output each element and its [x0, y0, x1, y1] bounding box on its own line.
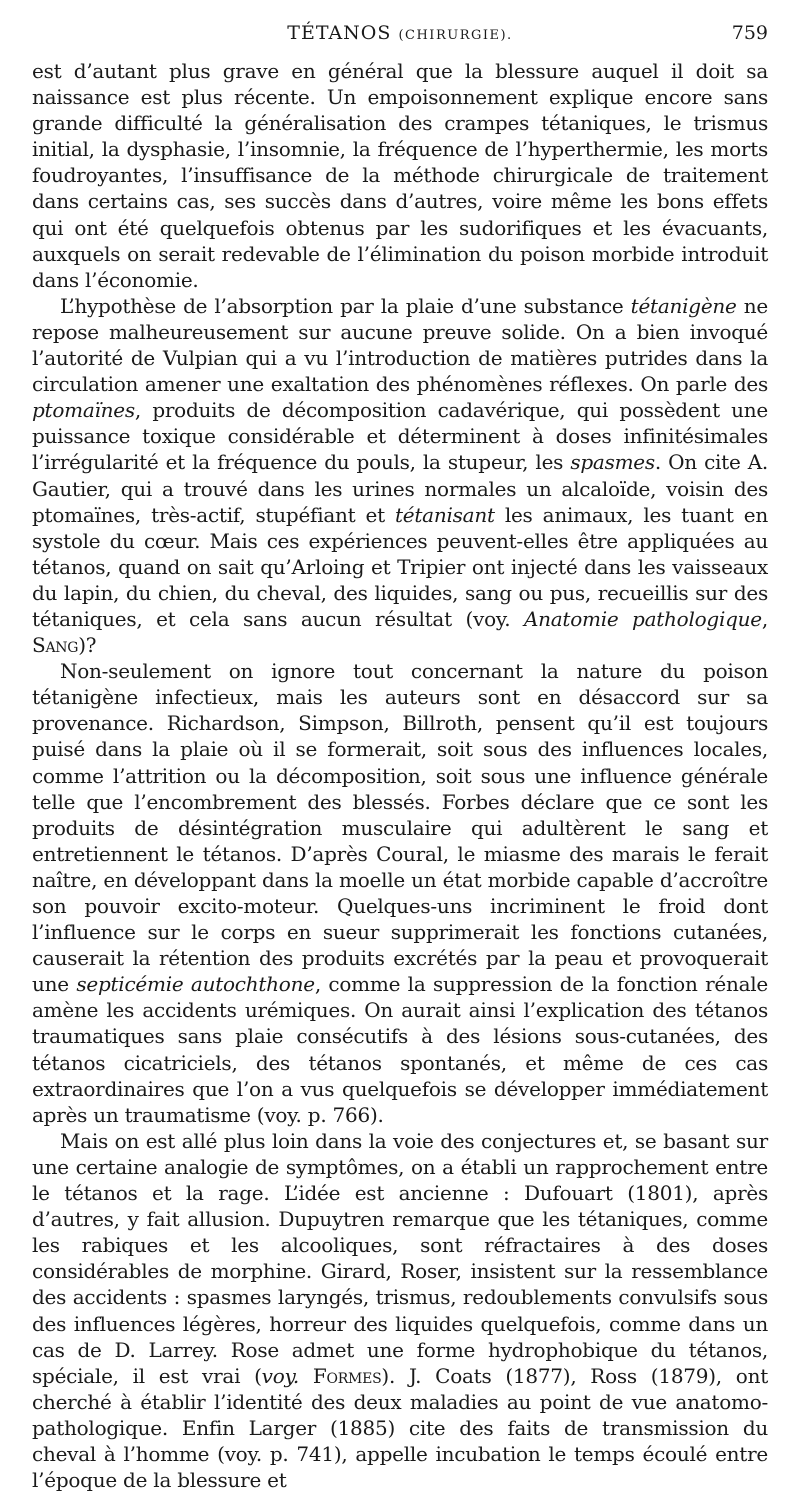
paragraph-4	[32, 1128, 768, 1493]
small-caps-reference: Formes	[312, 1363, 382, 1388]
italic-term: tétanigène	[630, 293, 737, 318]
page	[32, 22, 768, 1493]
small-caps-reference: Sang	[32, 633, 79, 658]
text-run: Mais on est allé plus loin dans la voie des conjectures et, se basant sur une certaine analogie de symptômes, on a établi un rapprochement entre le tétanos et la rage. L’idée est ancienne : Dufouart (1801), après d’autres, y fait allusion. Dupuytren remarque que les tétaniques, comme les rabiques et les alcooliques, sont réfractaires à des doses considérables de morphine. Girard, Roser, insistent sur la ressemblance des accidents : spasmes laryngés, trismus, redoublements convulsifs sous des influences légères, horreur des liquides quelquefois, comme dans un cas de D. Larrey. Rose admet une forme hydrophobique du tétanos, spéciale, il est vrai (	[32, 1128, 768, 1388]
text-run: Non-seulement on ignore tout concernant la nature du poison tétanigène infectieux, mais les auteurs sont en désaccord sur sa provenance. Richardson, Simpson, Billroth, pensent qu’il est toujours puisé dans la plaie où il se formerait, soit sous des influences locales, comme l’attrition ou la décomposition, soit sous une influence générale telle que l’encombrement des blessés. Forbes déclare que ce sont les produits de désintégration musculaire qui adultèrent le sang et entretiennent le tétanos. D’après Coural, le miasme des marais le ferait naître, en développant dans la moelle un état morbide capable d’accroître son pouvoir excito-moteur. Quelques-uns incriminent le froid dont l’influence sur le corps en sueur supprimerait les fonctions cutanées, causerait la rétention des produits excrétés par la peau et provoquerait une	[32, 659, 768, 997]
running-title-sub: (CHIRURGIE).	[398, 28, 513, 43]
italic-term: tétanisant	[395, 502, 495, 527]
text-run: , produits de décomposition cadavérique, qui possèdent une puissance toxique considérable et déterminent à doses infinitésimales l’irrégularité et la fréquence du pouls, la stupeur, les	[32, 398, 768, 475]
italic-term: septicémie autochthone	[76, 972, 315, 997]
paragraph-1	[32, 58, 768, 293]
running-title	[32, 22, 768, 44]
body-text	[32, 58, 768, 1493]
running-header	[32, 22, 768, 52]
italic-reference: voy.	[261, 1363, 299, 1388]
page-number: 759	[731, 22, 768, 44]
text-run: ne repose malheureusement sur aucune preuve solide. On a bien invoqué l’autorité de Vulpian qui a vu l’introduction de matières putrides dans la circulation amener une exaltation des phénomènes réflexes. On parle des	[32, 293, 768, 397]
text-run: est d’autant plus grave en général que la blessure auquel il doit sa naissance est plus récente. Un empoisonnement explique encore sans grande difficulté la généralisation des crampes tétaniques, le trismus initial, la dysphasie, l’insomnie, la fréquence de l’hyperthermie, les morts foudroyantes, l’insuffisance de la méthode chirurgicale de traitement dans certains cas, ses succès dans d’autres, voire même les bons effets qui ont été quelquefois obtenus par les sudorifiques et les évacuants, auxquels on serait redevable de l’élimination du poison morbide introduit dans l’économie.	[32, 59, 768, 292]
text-run	[299, 1364, 313, 1388]
italic-term: ptomaïnes	[32, 398, 135, 423]
text-run: )?	[78, 633, 97, 658]
paragraph-2	[32, 293, 768, 658]
text-run: ). J. Coats (1877), Ross (1879), ont cherché à établir l’identité des deux maladies au point de vue anatomo-pathologique. Enfin Larger (1885) cite des faits de transmission du cheval à l’homme (voy. p. 741), appelle incubation le temps écoulé entre l’époque de la blessure et	[32, 1363, 768, 1493]
text-run: . On cite A. Gautier, qui a trouvé dans les urines normales un alcaloïde, voisin des ptomaïnes, très-actif, stupéfiant et	[32, 450, 768, 527]
italic-reference: Anatomie pathologique	[523, 606, 762, 631]
paragraph-3	[32, 658, 768, 1128]
text-run: , comme la suppression de la fonction rénale amène les accidents urémiques. On aurait ainsi l’explication des tétanos traumatiques sans plaie consécutifs à des lésions sous-cutanées, des tétanos cicatriciels, des tétanos spontanés, et même de ces cas extraordinaires que l’on a vus quelquefois se développer immédiatement après un traumatisme (voy. p. 766).	[32, 972, 769, 1127]
text-run: ,	[761, 606, 768, 631]
text-run: les animaux, les tuant en systole du cœur. Mais ces expériences peuvent-elles être appliquées au tétanos, quand on sait qu’Arloing et Tripier ont injecté dans les vaisseaux du lapin, du chien, du cheval, des liquides, sang ou pus, recueillis sur des tétaniques, et cela sans aucun résultat (voy.	[32, 502, 769, 631]
running-title-main: TÉTANOS	[287, 22, 392, 44]
text-run: L’hypothèse de l’absorption par la plaie d’une substance	[60, 293, 631, 318]
italic-term: spasmes	[570, 450, 655, 475]
